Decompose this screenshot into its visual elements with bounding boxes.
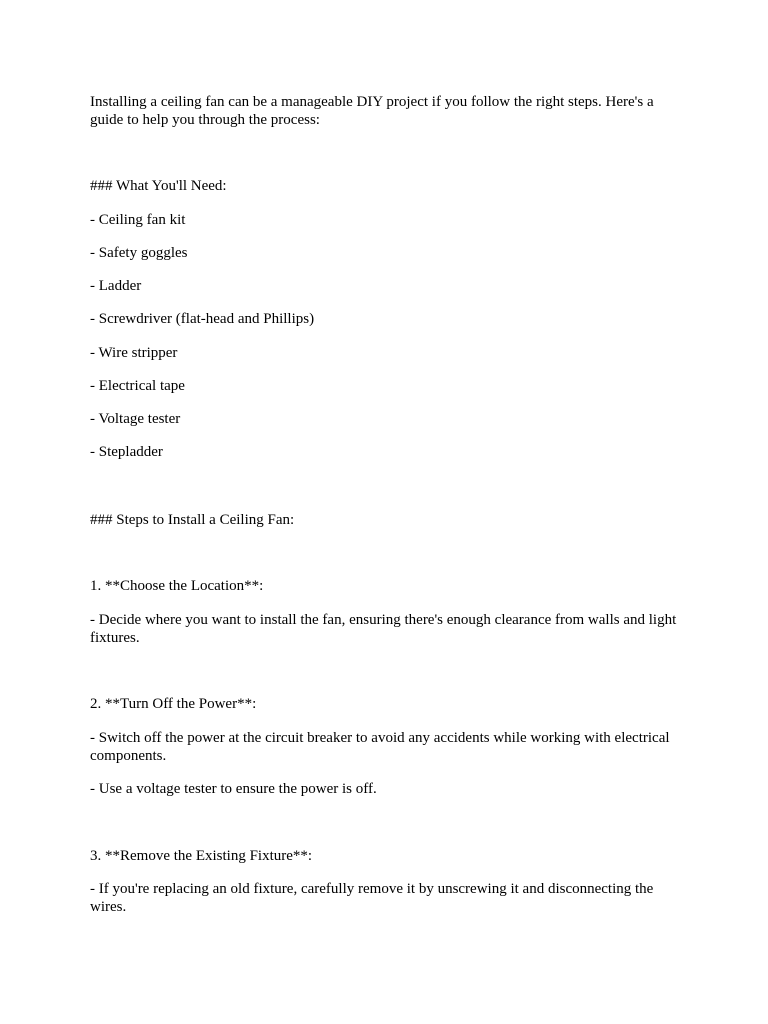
step-1-title: 1. **Choose the Location**:	[90, 578, 264, 594]
step-2-detail-1: - Switch off the power at the circuit breaker to avoid any accidents while working with electrical components.	[90, 730, 670, 764]
intro-paragraph: Installing a ceiling fan can be a manageable DIY project if you follow the right steps. Here's a guide to help you through the process:	[90, 94, 654, 128]
needs-item-ceiling-fan-kit: - Ceiling fan kit	[90, 212, 186, 228]
needs-heading: ### What You'll Need:	[90, 178, 227, 194]
needs-item-ladder: - Ladder	[90, 278, 142, 294]
steps-heading: ### Steps to Install a Ceiling Fan:	[90, 512, 295, 528]
step-3-detail: - If you're replacing an old fixture, carefully remove it by unscrewing it and disconnecting the wires.	[90, 881, 654, 915]
needs-item-electrical-tape: - Electrical tape	[90, 378, 185, 394]
step-2-detail-2: - Use a voltage tester to ensure the power is off.	[90, 781, 377, 797]
step-1-detail: - Decide where you want to install the fan, ensuring there's enough clearance from walls and light fixtures.	[90, 612, 677, 646]
step-3-title: 3. **Remove the Existing Fixture**:	[90, 848, 313, 864]
needs-item-screwdriver: - Screwdriver (flat-head and Phillips)	[90, 311, 315, 327]
needs-item-voltage-tester: - Voltage tester	[90, 411, 181, 427]
needs-item-safety-goggles: - Safety goggles	[90, 245, 188, 261]
needs-item-wire-stripper: - Wire stripper	[90, 345, 178, 361]
step-2-title: 2. **Turn Off the Power**:	[90, 696, 257, 712]
needs-item-stepladder: - Stepladder	[90, 444, 163, 460]
